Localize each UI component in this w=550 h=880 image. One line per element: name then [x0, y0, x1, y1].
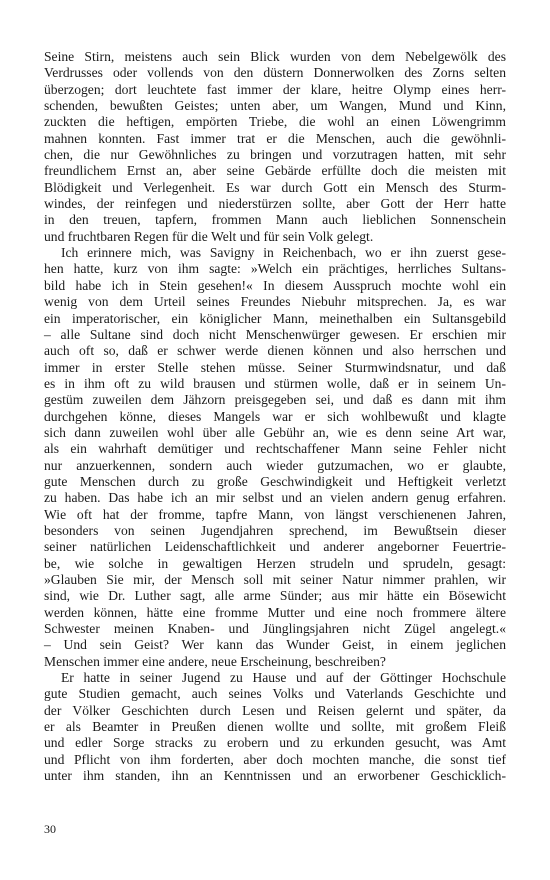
text-line: sind, wie Dr. Luther sagt, alle arme Sünder; aus mir hätte ein Bösewicht: [44, 588, 506, 604]
text-line: und Pflicht von ihm forderten, aber doch mochten manche, die sonst tief: [44, 751, 506, 767]
text-line: gute Studien gemacht, auch seines Volks und Vaterlands Geschichte und: [44, 686, 506, 702]
text-line: »Glauben Sie mir, der Mensch soll mit seiner Natur nimmer prahlen, wir: [44, 572, 506, 587]
text-line: seiner natürlichen Leidenschaftlichkeit und anderer angeborner Feuertrie-: [44, 539, 506, 555]
page-number: 30: [44, 822, 56, 836]
text-line: schenden, bewußten Geistes; unten aber, um Wangen, Mund und Kinn,: [44, 98, 506, 114]
text-line: und fruchtbaren Regen für die Welt und für sein Volk gelegt.: [44, 228, 374, 244]
text-line: Er hatte in seiner Jugend zu Hause und auf der Göttinger Hochschule: [61, 670, 506, 686]
text-line: freundlichem Ernst an, aber seine Gebärde erfüllte doch die meisten mit: [44, 163, 506, 179]
text-line: sich dann zuweilen wohl über alle Gebühr an, wie es denn seine Art war,: [44, 424, 506, 440]
text-line: auch oft so, daß er schwer werde dienen können und also herrschen und: [44, 343, 506, 359]
text-line: bild habe ich in Stein gesehen!« In diesem Ausspruch mochte wohl ein: [44, 277, 506, 293]
body-text: [44, 49, 506, 784]
text-line: es in ihm oft zu wild brausen und stürmen wolle, daß er in seinem Un-: [44, 375, 506, 391]
text-line: Blödigkeit und Verlegenheit. Es war durch Gott ein Mensch des Sturm-: [44, 179, 506, 195]
text-line: überzogen; dort leuchtete fast immer der klare, heitre Olymp eines herr-: [44, 81, 506, 97]
text-line: gestüm zuweilen dem Jähzorn preisgegeben sei, und daß es dann mit ihm: [44, 392, 506, 408]
text-line: er als Beamter in Preußen dienen wollte und sollte, mit großem Fleiß: [44, 719, 506, 735]
text-line: hen hatte, kurz von ihm sagte: »Welch ein prächtiges, herrliches Sultans-: [44, 261, 506, 277]
text-line: Wie oft hat der fromme, tapfre Mann, von längst verschienenen Jahren,: [44, 506, 506, 522]
text-line: der Völker Geschichten durch Lesen und Reisen gelernt und später, da: [44, 702, 506, 718]
text-line: chen, die nur Gewöhnliches zu bringen und vorzutragen hatten, mit sehr: [44, 147, 506, 163]
text-line: werden können, hätte eine fromme Mutter und eine noch frommere ältere: [44, 604, 506, 620]
text-line: besonders von seinen Jugendjahren sprechend, im Bewußtsein dieser: [44, 522, 506, 538]
text-line: – Und sein Geist? Wer kann das Wunder Geist, in einem jeglichen: [44, 637, 506, 653]
text-line: durchgehen könne, dieses Mangels war er sich wohlbewußt und klagte: [44, 408, 506, 424]
text-line: nur anzuerkennen, sondern auch wieder gutzumachen, wo er glaubte,: [44, 457, 506, 473]
text-line: Verdrusses oder vollends von den düstern Donnerwolken des Zorns selten: [44, 65, 506, 81]
text-line: als ein wahrhaft demütiger und rechtschaffener Mann seine Fehler nicht: [44, 441, 506, 457]
text-line: be, wie solche in gewaltigen Herzen strudeln und sprudeln, gesagt:: [44, 555, 506, 571]
text-line: Schwester meinen Knaben- und Jünglingsjahren nicht Zügel angelegt.«: [44, 621, 506, 637]
text-line: in den treuen, tapfern, frommen Mann auch lieblichen Sonnenschein: [44, 212, 506, 228]
text-line: gute Menschen durch zu große Geschwindigkeit und Heftigkeit verletzt: [44, 473, 506, 489]
text-line: Seine Stirn, meistens auch sein Blick wurden von dem Nebelgewölk des: [44, 49, 506, 64]
text-line: mahnen konnten. Fast immer trat er die Menschen, auch die gewöhnli-: [44, 130, 506, 146]
text-line: windes, der reinfegen und niederstürzen sollte, aber Gott der Herr hatte: [44, 196, 506, 212]
text-line: zu haben. Das habe ich an mir selbst und an vielen andern genug erfahren.: [44, 490, 506, 506]
text-line: und edler Sorge stracks zu erobern und zu erkunden gesucht, was Amt: [44, 735, 506, 751]
text-line: – alle Sultane sind doch nicht Menschenwürger gewesen. Er erschien mir: [44, 326, 506, 342]
text-line: immer in erster Stelle stehen müsse. Seiner Sturmwindsnatur, und daß: [44, 359, 506, 375]
text-line: Menschen immer eine andere, neue Erscheinung, beschreiben?: [44, 653, 386, 669]
text-line: zuckten die heftigen, empörten Triebe, die wohl an einen Löwengrimm: [44, 114, 506, 130]
text-line: ein imperatorischer, ein königlicher Mann, meinethalben ein Sultansgebild: [44, 310, 506, 326]
text-line: unter ihm standen, ihn an Kenntnissen und an erworbener Geschicklich-: [44, 768, 506, 784]
text-line: Ich erinnere mich, was Savigny in Reichenbach, wo er ihn zuerst gese-: [61, 245, 506, 261]
text-line: wenig von dem Urteil seines Freundes Niebuhr mitsprechen. Ja, es war: [44, 294, 506, 310]
